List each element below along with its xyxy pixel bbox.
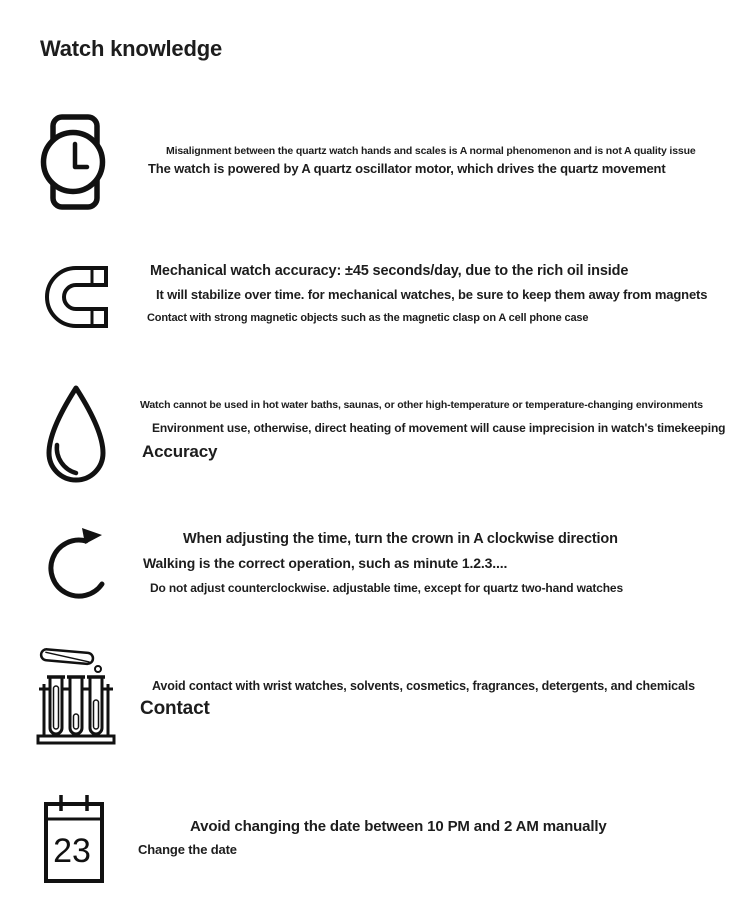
environment-text: Environment use, otherwise, direct heating of movement will cause imprecision in watch's timekeeping [152,421,726,435]
calendar-day-number: 23 [53,832,91,870]
rotate-clockwise-icon [42,526,108,610]
counterclockwise-note: Do not adjust counterclockwise. adjustable time, except for quartz two-hand watches [150,581,623,595]
page-title: Watch knowledge [40,36,222,61]
quartz-misalignment-note: Misalignment between the quartz watch hands and scales is A normal phenomenon and is not A quality issue [166,145,696,157]
quartz-movement-text: The watch is powered by A quartz oscillator motor, which drives the quartz movement [148,161,666,176]
magnet-contact-note: Contact with strong magnetic objects such as the magnetic clasp on A cell phone case [147,312,589,324]
water-drop-icon [42,383,110,487]
accuracy-label: Accuracy [142,442,218,461]
date-change-heading: Avoid changing the date between 10 PM and 2 AM manually [190,818,607,835]
watch-icon [40,112,108,212]
walking-operation-text: Walking is the correct operation, such as minute 1.2.3.... [143,555,508,571]
contact-label: Contact [140,698,210,719]
magnet-accuracy-heading: Mechanical watch accuracy: ±45 seconds/day, due to the rich oil inside [150,263,629,279]
magnet-stabilize-text: It will stabilize over time. for mechanical watches, be sure to keep them away from magnets [156,287,708,302]
calendar-icon [42,792,106,885]
water-warning-note: Watch cannot be used in hot water baths, saunas, or other high-temperature or temperature-changing environments [140,399,703,411]
change-date-label: Change the date [138,842,237,857]
test-tubes-icon [36,644,116,746]
chemicals-warning-text: Avoid contact with wrist watches, solvents, cosmetics, fragrances, detergents, and chemicals [152,679,695,693]
crown-adjust-heading: When adjusting the time, turn the crown in A clockwise direction [183,531,618,547]
magnet-icon [40,262,110,332]
